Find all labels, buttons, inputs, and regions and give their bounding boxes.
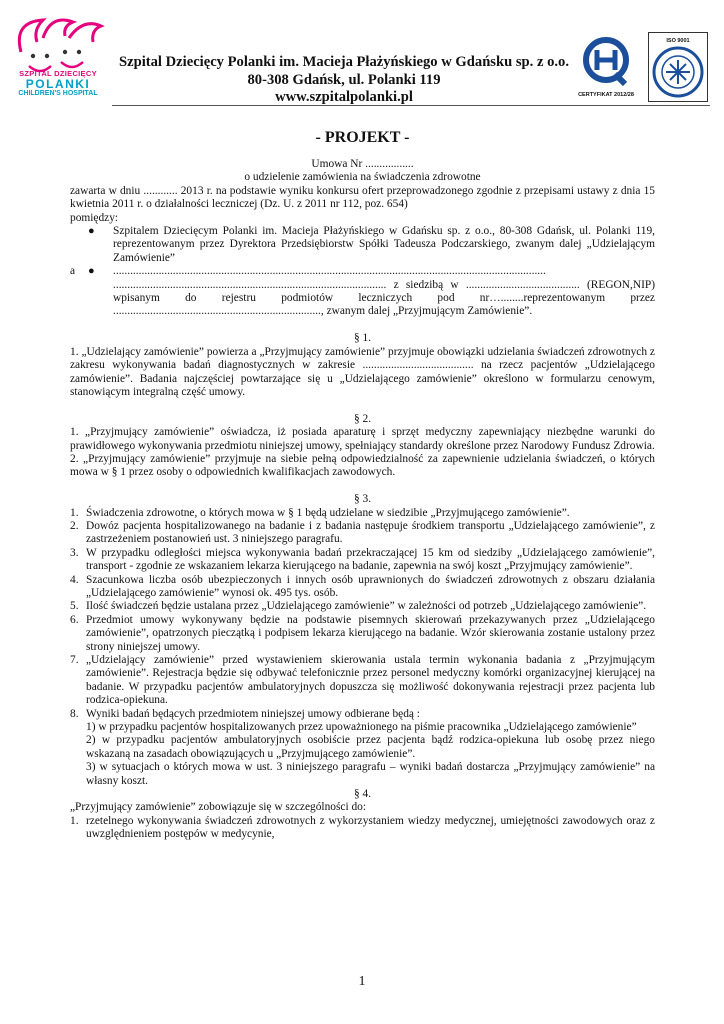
item-number: 7. bbox=[70, 654, 79, 666]
list-item bbox=[70, 574, 655, 601]
hospital-logo-text bbox=[6, 70, 110, 98]
logo-line-2: POLANKI bbox=[25, 77, 91, 91]
item-number: 8. bbox=[70, 707, 79, 720]
sub-item: 1) w przypadku pacjentów hospitalizowanych przez upoważnionego na piśmie pracownika „Udzielającego zamówienie” bbox=[86, 721, 637, 734]
document-header bbox=[0, 0, 724, 112]
certificate-caption: CERTYFIKAT 2012/28 bbox=[578, 92, 634, 98]
item-number: 4. bbox=[70, 573, 79, 586]
item-number: 5. bbox=[70, 600, 79, 613]
quality-q-icon bbox=[571, 32, 641, 90]
list-item bbox=[70, 600, 655, 613]
section-2-title: § 2. bbox=[353, 412, 372, 425]
quality-certificate-logo bbox=[571, 32, 641, 102]
item-text: Świadczenia zdrowotne, o których mowa w § 1 będą udzielane w siedzibie „Przyjmującego zamówienie”. bbox=[86, 506, 570, 519]
party-2-text: ........................................................................................................................................................ ................................................................................................ z siedzibą w ........................................ (REGON,NIP) wpisanym do rejestru podmiotów leczniczych pod nr…........reprezentowanym przez ........................................................................., zwanym dalej „Przyjmującym Zamówienie”. bbox=[113, 265, 655, 318]
item-number: 2. bbox=[70, 519, 79, 532]
item-number: 1. bbox=[70, 506, 79, 519]
item-number: 3. bbox=[70, 546, 79, 559]
item-text: Przedmiot umowy wykonywany będzie na podstawie pisemnych skierowań przekazywanych przez „Udzielającego zamówienie”, opatrzonych pieczątką i podpisem lekarza kierującego na badanie. Wzór skierowania zostanie ustalony przez strony niniejszej umowy. bbox=[86, 613, 655, 653]
logo-line-3: CHILDREN'S HOSPITAL bbox=[18, 90, 98, 97]
projekt-heading: - PROJEKT - bbox=[315, 129, 410, 146]
list-item bbox=[70, 614, 655, 654]
header-divider bbox=[112, 105, 710, 106]
contract-subtitle: o udzielenie zamówienia na świadczenia zdrowotne bbox=[244, 171, 481, 184]
section-2-para-1: 1. „Przyjmujący zamówienie” oświadcza, iż posiada aparaturę i sprzęt medyczny zapewniający niezbędne warunki do prawidłowego wykonywania przedmiotu niniejszej umowy, spełniający standardy określone przez Narodowy Fundusz Zdrowia. bbox=[70, 426, 655, 452]
contract-number: Umowa Nr ................. bbox=[311, 158, 414, 170]
item-text: Wyniki badań będących przedmiotem niniejszej umowy odbierane będą : bbox=[86, 707, 420, 720]
item-text: „Udzielający zamówienie” przed wystawieniem skierowania ustala termin wykonania badania z „Przyjmującym zamówienie”. Rejestracja będzie się odbywać telefonicznie przez personel medyczny komórki organizacyjnej kierującej na badanie. W przypadku pacjentów ambulatoryjnych dopuszcza się możliwość dokonywania rejestracji przez pacjenta lub rodzica-opiekuna. bbox=[86, 654, 655, 707]
section-2-para-2: 2. „Przyjmujący zamówienie” przyjmuje na siebie pełną odpowiedzialność za zapewnienie udzielania świadczeń, o których mowa w § 1 przez osoby o odpowiednich kwalifikacjach zawodowych. bbox=[70, 452, 655, 479]
list-item bbox=[70, 708, 655, 788]
iso-caption: ISO 9001 bbox=[666, 38, 690, 44]
section-4-intro: „Przyjmujący zamówienie” zobowiązuje się w szczególności do: bbox=[70, 801, 367, 814]
item-text: W przypadku odległości miejsca wykonywania badań przekraczającej 15 km od siedziby „Udzielającego zamówienie”, transport - zgodnie ze wskazaniem lekarza kierującego na badanie, zapewnia na swój koszt „Przyjmujący zamówienie”. bbox=[86, 546, 655, 573]
pomiedzy-label: pomiędzy: bbox=[70, 211, 119, 224]
section-1-title: § 1. bbox=[353, 332, 372, 345]
iso-certificate-logo bbox=[648, 32, 708, 102]
logo-line-1: SZPITAL DZIECIĘCY bbox=[19, 69, 97, 78]
hospital-website: www.szpitalpolanki.pl bbox=[275, 89, 413, 105]
hospital-name-block bbox=[112, 54, 576, 107]
list-item bbox=[70, 520, 655, 547]
sub-item: 3) w sytuacjach o których mowa w ust. 3 niniejszego paragrafu – wyniki badań dostarcza „Przyjmujący zamówienie” na własny koszt. bbox=[86, 761, 655, 787]
item-number: 6. bbox=[70, 613, 79, 626]
item-text: rzetelnego wykonywania świadczeń zdrowotnych z wykorzystaniem wiedzy medycznej, umiejętności zawodowych oraz z uwzględnieniem postępów w medycynie, bbox=[86, 814, 655, 841]
conjunction-a: a bbox=[70, 265, 76, 278]
section-4-title: § 4. bbox=[353, 788, 372, 801]
list-item bbox=[70, 815, 655, 842]
item-text: Szacunkowa liczba osób ubezpieczonych i innych osób uprawnionych do świadczeń zdrowotnych z obszaru działania „Udzielającego zamówienie” wynosi ok. 495 tys. osób. bbox=[86, 573, 655, 599]
list-item bbox=[70, 654, 655, 708]
bullet-icon: ● bbox=[88, 265, 95, 278]
hospital-address: 80-308 Gdańsk, ul. Polanki 119 bbox=[247, 71, 441, 88]
iso-seal-icon bbox=[649, 43, 707, 101]
sub-item: 2) w przypadku pacjentów ambulatoryjnych osobiście przez pacjenta bądź rodzica-opiekuna lub osobę przez niego wskazaną na zasadach obowiązujących u „Przyjmującego zamówienie”. bbox=[86, 734, 655, 760]
parties-list-2 bbox=[70, 265, 655, 319]
party-2 bbox=[70, 265, 655, 319]
section-3-list bbox=[70, 507, 655, 789]
document-body bbox=[70, 128, 655, 842]
section-3-title: § 3. bbox=[353, 493, 372, 506]
section-1-para-1: 1. „Udzielający zamówienie” powierza a „Przyjmujący zamówienie” przyjmuje obowiązki udzielania świadczeń zdrowotnych z zakresu wykonywania badań diagnostycznych w zakresie ....................................... na rzecz pacjentów „Udzielającego zamówienie”. Badania najczęściej powtarzające się u „Udzielającego zamówienie” określono w formularzu cenowym, stanowiącym integralną część umowy. bbox=[70, 345, 655, 398]
item-text: Dowóz pacjenta hospitalizowanego na badanie i z badania następuje środkiem transportu „Udzielającego zamówienie”, z zastrzeżeniem postanowień ust. 3 niniejszego paragrafu. bbox=[86, 519, 655, 546]
list-item bbox=[70, 507, 655, 520]
list-item bbox=[70, 547, 655, 574]
party-1 bbox=[70, 225, 655, 265]
hospital-name: Szpital Dziecięcy Polanki im. Macieja Płażyńskiego w Gdańsku sp. z o.o. bbox=[119, 54, 569, 70]
item-text: Ilość świadczeń będzie ustalana przez „Udzielającego zamówienie” w zależności od potrzeb „Udzielającego zamówienie”. bbox=[86, 600, 647, 613]
item-number: 1. bbox=[70, 814, 79, 827]
page-number: 1 bbox=[358, 974, 366, 989]
bullet-icon: ● bbox=[88, 225, 95, 238]
contract-intro: zawarta w dniu ............ 2013 r. na podstawie wyniku konkursu ofert przeprowadzonego zgodnie z przepisami ustawy z dnia 15 kwietnia 2011 r. o działalności leczniczej (Dz. U. z 2011 nr 112, poz. 654) bbox=[70, 184, 655, 211]
parties-list bbox=[70, 225, 655, 265]
section-4-list bbox=[70, 815, 655, 842]
party-1-text: Szpitalem Dziecięcym Polanki im. Macieja Płażyńskiego w Gdańsku sp. z o.o., 80-308 Gdańsk, ul. Polanki 119, reprezentowanym przez Dyrektora Przedsiębiorstw Spółki Tadeusza Podczarskiego, zwanym dalej „Udzielającym Zamówienie” bbox=[113, 225, 655, 264]
